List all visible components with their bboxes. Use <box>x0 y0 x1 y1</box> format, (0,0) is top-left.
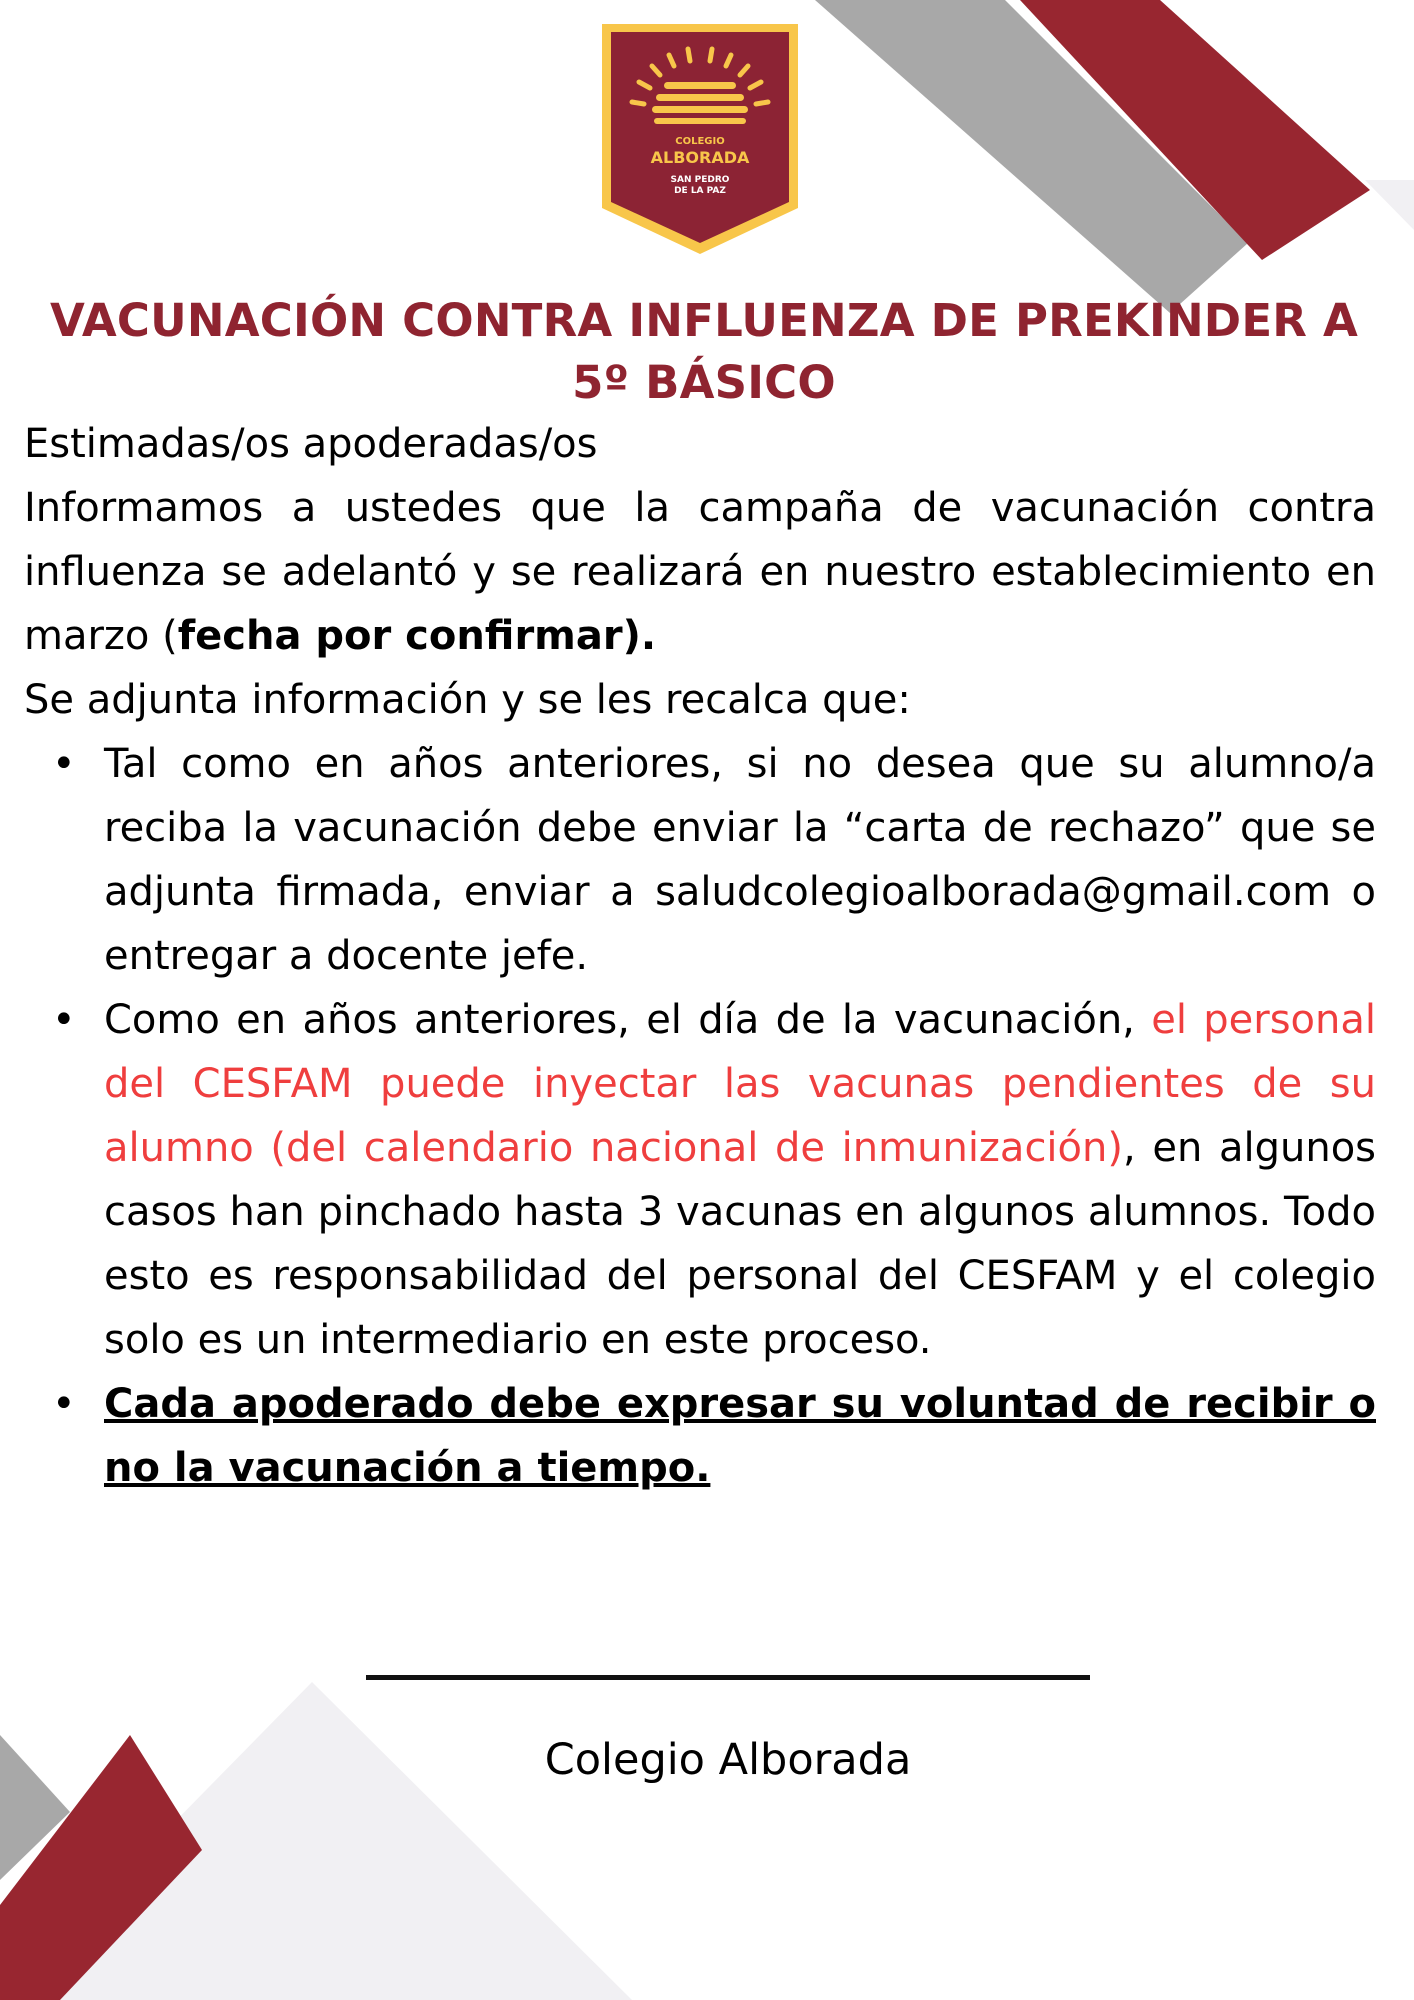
school-crest-logo <box>598 22 802 256</box>
bullet-icon: • <box>52 997 76 1043</box>
intro-text: Informamos a ustedes que la campaña de vacunación contra influenza se adelantó y se realizará en nuestro establecimiento en marzo ( <box>24 485 1376 659</box>
logo-text-colegio: COLEGIO <box>675 136 725 147</box>
list-item <box>52 1372 1376 1500</box>
attachment-line: Se adjunta información y se les recalca que: <box>24 677 911 723</box>
logo-text-de-la-paz: DE LA PAZ <box>674 186 726 196</box>
page-title: VACUNACIÓN CONTRA INFLUENZA DE PREKINDER A 5º BÁSICO <box>49 294 1359 409</box>
list-item-emphasis: Cada apoderado debe expresar su voluntad de recibir o no la vacunación a tiempo. <box>104 1381 1376 1491</box>
list-item-text: Tal como en años anteriores, si no desea que su alumno/a reciba la vacunación debe enviar la “carta de rechazo” que se adjunta firmada, enviar a saludcolegioalborada@gmail.com o entregar a docente jefe. <box>104 741 1376 979</box>
notice-list <box>24 732 1376 1500</box>
greeting: Estimadas/os apoderadas/os <box>24 421 598 467</box>
intro-paragraph <box>24 476 1376 668</box>
intro-date-note: fecha por confirmar). <box>177 613 657 659</box>
list-item-text: Como en años anteriores, el día de la vacunación, <box>104 997 1152 1043</box>
signature-line <box>366 1675 1090 1680</box>
logo-text-san-pedro: SAN PEDRO <box>670 175 730 185</box>
list-item-text: , en algunos casos han pinchado hasta 3 vacunas en algunos alumnos. Todo esto es responsabilidad del personal del CESFAM y el colegio solo es un intermediario en este proceso. <box>104 1125 1377 1363</box>
letter-body <box>24 412 1376 1500</box>
list-item <box>52 988 1377 1372</box>
list-item-highlight: el personal del CESFAM puede inyectar las vacunas pendientes de su alumno (del calendario nacional de inmunización) <box>104 997 1376 1171</box>
logo-text-alborada: ALBORADA <box>650 148 750 167</box>
top-right-light-triangle <box>1365 180 1414 230</box>
list-item <box>52 732 1376 988</box>
signature-name: Colegio Alborada <box>544 1735 912 1785</box>
bullet-icon: • <box>52 741 76 787</box>
bullet-icon: • <box>52 1381 76 1427</box>
